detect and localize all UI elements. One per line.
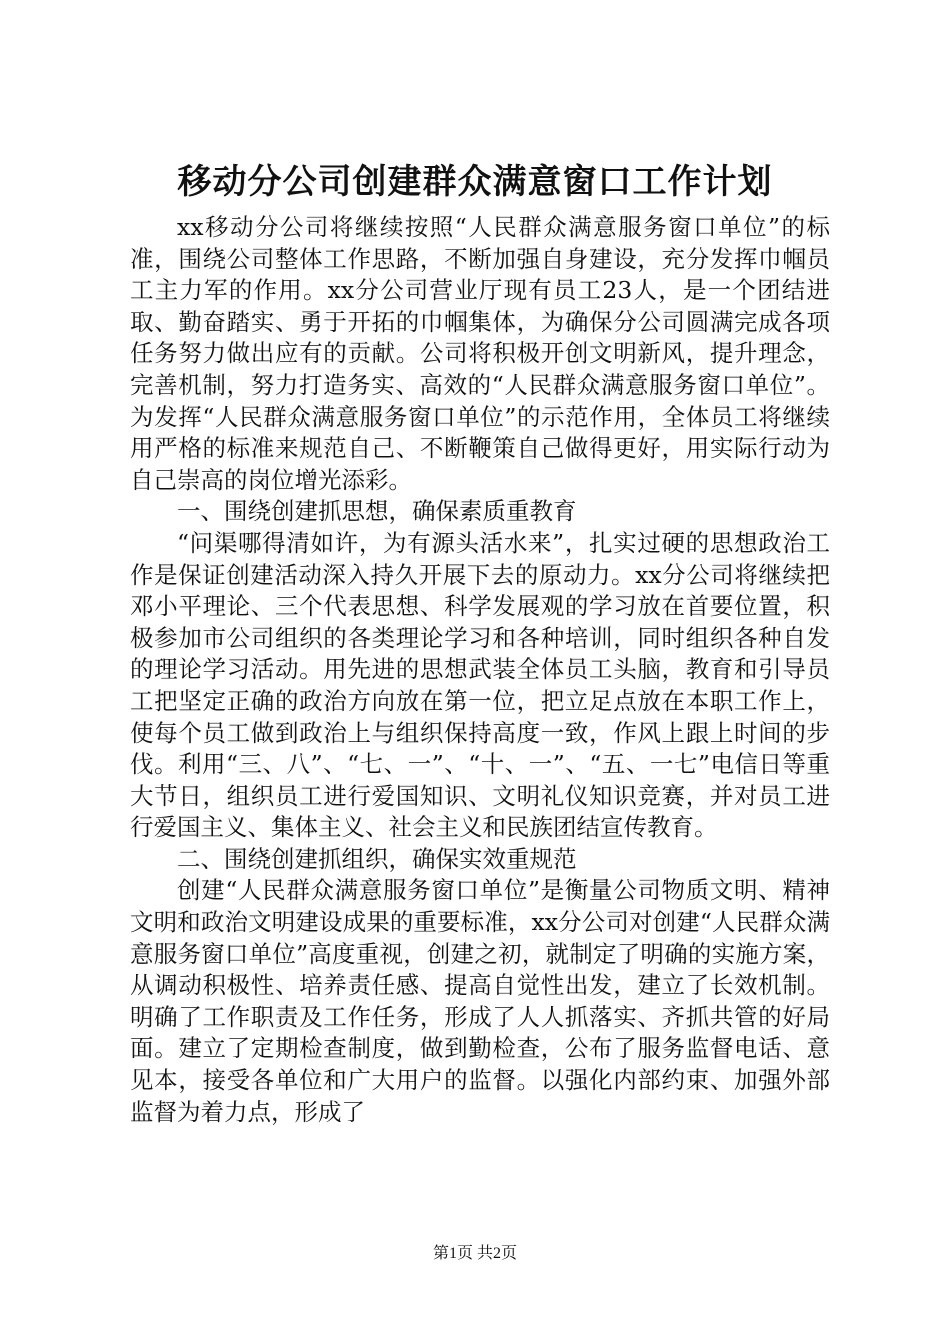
page-total: 共2页 xyxy=(477,1245,518,1262)
document-body xyxy=(130,212,830,1128)
section-1-paragraph: “问渠哪得清如许，为有源头活水来”，扎实过硬的思想政治工作是保证创建活动深入持久开展下去的原动力。xx分公司将继续把邓小平理论、三个代表思想、科学发展观的学习放在首要位置，积极参加市公司组织的各类理论学习和各种培训，同时组织各种自发的理论学习活动。用先进的思想武装全体员工头脑，教育和引导员工把坚定正确的政治方向放在第一位，把立足点放在本职工作上，使每个员工做到政治上与组织保持高度一致，作风上跟上时间的步伐。利用“三、八”、“七、一”、“十、一”、“五、一七”电信日等重大节日，组织员工进行爱国知识、文明礼仪知识竞赛，并对员工进行爱国主义、集体主义、社会主义和民族团结宣传教育。 xyxy=(130,528,830,842)
section-2-paragraph: 创建“人民群众满意服务窗口单位”是衡量公司物质文明、精神文明和政治文明建设成果的重要标准，xx分公司对创建“人民群众满意服务窗口单位”高度重视，创建之初，就制定了明确的实施方案，从调动积极性、培养责任感、提高自觉性出发，建立了长效机制。明确了工作职责及工作任务，形成了人人抓落实、齐抓共管的好局面。建立了定期检查制度，做到勤检查，公布了服务监督电话、意见本，接受各单位和广大用户的监督。以强化内部约束、加强外部监督为着力点，形成了 xyxy=(130,876,830,1126)
page-footer xyxy=(0,1244,950,1264)
section-heading-1: 一、围绕创建抓思想，确保素质重教育 xyxy=(177,497,577,526)
document-title: 移动分公司创建群众满意窗口工作计划 xyxy=(177,162,773,202)
intro-paragraph: xx移动分公司将继续按照“人民群众满意服务窗口单位”的标准，围绕公司整体工作思路，不断加强自身建设，充分发挥巾帼员工主力军的作用。xx分公司营业厅现有员工23人，是一个团结进取、勤奋踏实、勇于开拓的巾帼集体，为确保分公司圆满完成各项任务努力做出应有的贡献。公司将积极开创文明新风，提升理念，完善机制，努力打造务实、高效的“人民群众满意服务窗口单位”。为发挥“人民群众满意服务窗口单位”的示范作用，全体员工将继续用严格的标准来规范自己、不断鞭策自己做得更好，用实际行动为自己崇高的岗位增光添彩。 xyxy=(130,213,830,494)
page-number: 第1页 xyxy=(432,1245,473,1262)
section-heading-2: 二、围绕创建抓组织，确保实效重规范 xyxy=(177,844,577,873)
